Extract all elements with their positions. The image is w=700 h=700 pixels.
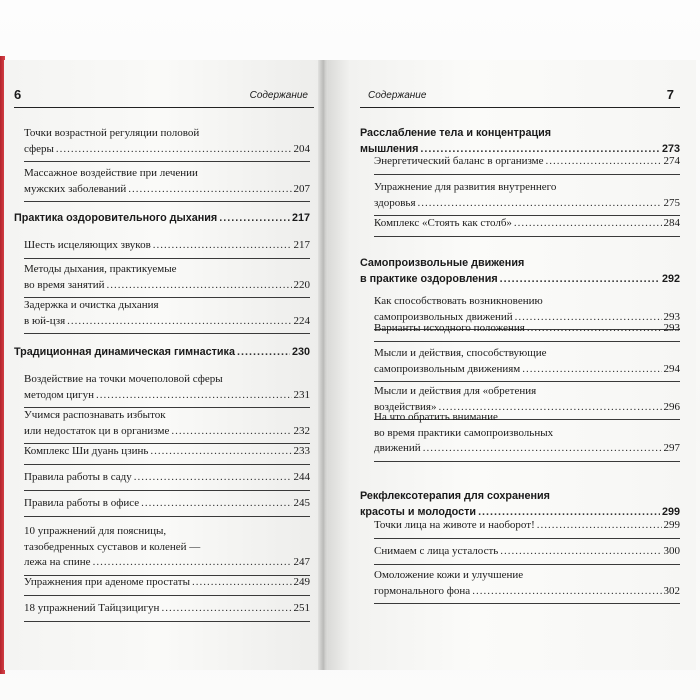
toc-page-number: 217 (293, 239, 310, 251)
right-page (328, 60, 696, 670)
toc-entry-title: красоты и молодости (360, 505, 477, 518)
toc-page-number: 204 (293, 142, 310, 155)
header-rule (360, 107, 680, 108)
toc-page-number: 293 (663, 310, 680, 323)
toc-entry-line (24, 372, 310, 388)
toc-entry-line (374, 294, 680, 310)
toc-page-number: 220 (293, 278, 310, 291)
toc-page-number: 297 (663, 442, 680, 454)
toc-entry-title: сферы (24, 142, 54, 155)
toc-entry-title: Шесть исцеляющих звуков (24, 239, 151, 251)
toc-entry-title: здоровья (374, 196, 416, 209)
toc-page-number: 275 (663, 196, 680, 209)
toc-entry (374, 346, 680, 382)
toc-entry-title: в юй-цзя (24, 314, 66, 327)
toc-entry-title: Учимся распознавать избыток (24, 409, 166, 421)
toc-leader-dots (500, 544, 661, 560)
toc-entry-title: Как способствовать возникновению (374, 295, 543, 307)
toc-section-entry (360, 256, 680, 290)
toc-entry-title: На что обратить внимание (374, 411, 498, 423)
toc-entry-title: Правила работы в офисе (24, 497, 140, 509)
header-rule (14, 107, 314, 108)
toc-entry-title: Методы дыхания, практикуемые (24, 263, 177, 275)
toc-leader-dots (192, 575, 292, 591)
toc-entry-line (24, 408, 310, 424)
toc-page-number: 273 (661, 142, 680, 155)
toc-entry-title: Воздействие на точки мочеполовой сферы (24, 373, 223, 385)
toc-page-number: 244 (293, 471, 310, 483)
toc-leader-dots (93, 555, 292, 571)
toc-entry-line (24, 524, 310, 540)
toc-page-number: 247 (293, 556, 310, 568)
toc-entry-line (24, 388, 310, 404)
toc-leader-dots (527, 321, 662, 337)
toc-entry-line (14, 211, 310, 227)
left-page-number: 6 (14, 87, 22, 102)
toc-page-number: 207 (293, 182, 310, 195)
toc-entry-line (374, 180, 680, 196)
toc-entry (374, 518, 680, 539)
toc-entry (374, 216, 680, 237)
left-header-title: Содержание (249, 90, 308, 101)
toc-entry-title: Комплекс Ши дуань цзинь (24, 445, 149, 457)
toc-entry (374, 544, 680, 565)
toc-entry-line (374, 584, 680, 600)
toc-entry-line (374, 346, 680, 362)
toc-entry-line (374, 544, 680, 560)
toc-page-number: 293 (663, 322, 680, 334)
toc-entry (374, 154, 680, 175)
right-page-header (360, 87, 680, 109)
toc-entry-title: во время занятий (24, 278, 105, 291)
toc-entry-line (374, 362, 680, 378)
toc-entry (24, 298, 310, 334)
toc-entry-line (24, 540, 310, 556)
toc-leader-dots (546, 154, 662, 170)
toc-leader-dots (472, 584, 661, 600)
toc-entry-title: Мысли и действия, способствующие (374, 347, 547, 359)
toc-entry-title: Точки лица на животе и наоборот! (374, 519, 535, 531)
toc-entry-title: самопроизвольных движений (374, 310, 513, 323)
toc-entry-title: Правила работы в саду (24, 471, 132, 483)
toc-entry-line (24, 555, 310, 571)
toc-page-number: 274 (663, 155, 680, 167)
left-page (4, 60, 320, 670)
toc-entry-line (14, 345, 310, 361)
toc-page-number: 233 (293, 445, 310, 457)
toc-entry-line (360, 126, 680, 142)
toc-page-number: 296 (663, 400, 680, 413)
left-page-header (14, 87, 314, 109)
toc-entry-title: Традиционная динамическая гимнастика (14, 346, 235, 358)
toc-leader-dots (219, 211, 290, 227)
toc-entry-line (360, 256, 680, 272)
toc-entry-line (24, 444, 310, 460)
toc-entry (374, 410, 680, 462)
toc-entry-title: воздействия» (374, 400, 437, 413)
toc-entry (24, 496, 310, 517)
toc-entry-title: Точки возрастной регуляции половой (24, 127, 200, 139)
toc-entry (24, 444, 310, 465)
toc-entry (24, 166, 310, 202)
toc-entry-line (374, 216, 680, 232)
toc-entry-line (374, 154, 680, 170)
right-header-title: Содержание (368, 90, 427, 101)
toc-entry-title: тазобедренных суставов и коленей — (24, 540, 201, 553)
toc-leader-dots (522, 362, 661, 378)
toc-entry-title: 10 упражнений для поясницы, (24, 525, 167, 537)
toc-entry-title: Варианты исходного положения (374, 322, 525, 334)
right-page-number: 7 (666, 87, 674, 102)
toc-entry (374, 568, 680, 604)
toc-entry-line (374, 384, 680, 400)
toc-entry (24, 601, 310, 622)
toc-leader-dots (141, 496, 291, 512)
toc-entry-line (374, 321, 680, 337)
toc-leader-dots (537, 518, 662, 534)
toc-page-number: 231 (293, 388, 310, 401)
toc-entry-line (374, 410, 680, 426)
toc-page-number: 232 (293, 424, 310, 437)
toc-leader-dots (67, 314, 291, 330)
toc-entry-title: Комплекс «Стоять как столб» (374, 217, 512, 229)
toc-entry-title: Рекфлексотерапия для сохранения (360, 490, 550, 502)
toc-entry-title: Задержка и очистка дыхания (24, 299, 159, 311)
toc-page-number: 292 (661, 272, 680, 285)
toc-entry-title: Упражнения при аденоме простаты (24, 576, 190, 588)
toc-entry-line (24, 424, 310, 440)
toc-entry-title: Омоложение кожи и улучшение (374, 569, 524, 581)
toc-page-number: 284 (663, 217, 680, 229)
toc-entry-line (24, 496, 310, 512)
toc-entry-title: Мысли и действия для «обретения (374, 385, 537, 397)
toc-page-number: 224 (293, 314, 310, 327)
toc-entry (24, 524, 310, 576)
toc-leader-dots (106, 278, 291, 294)
toc-entry-title: Снимаем с лица усталость (374, 545, 499, 557)
toc-entry (24, 238, 310, 259)
toc-entry-line (24, 278, 310, 294)
toc-entry-line (24, 262, 310, 278)
toc-entry-title: Упражнение для развития внутреннего (374, 181, 557, 193)
toc-entry-title: мужских заболеваний (24, 182, 127, 195)
toc-section-entry (14, 211, 310, 230)
toc-entry (24, 470, 310, 491)
toc-leader-dots (96, 388, 292, 404)
toc-entry-line (24, 142, 310, 158)
toc-entry-line (24, 470, 310, 486)
toc-entry-line (24, 126, 310, 142)
toc-entry-title: Массажное воздействие при лечении (24, 167, 198, 179)
toc-entry-line (24, 314, 310, 330)
toc-entry-title: Практика оздоровительного дыхания (14, 212, 218, 224)
toc-page-number: 302 (663, 584, 680, 597)
toc-page-number: 245 (293, 497, 310, 509)
toc-leader-dots (134, 470, 292, 486)
toc-entry (24, 372, 310, 408)
toc-entry-title: во время практики самопроизвольных (374, 426, 554, 439)
toc-entry-title: или недостаток ци в организме (24, 424, 170, 437)
toc-entry-title: движений (374, 442, 421, 454)
toc-page-number: 300 (663, 545, 680, 557)
toc-entry-title: гормонального фона (374, 584, 471, 597)
toc-entry-line (24, 298, 310, 314)
toc-entry-line (24, 182, 310, 198)
toc-page-number: 230 (291, 346, 310, 358)
toc-page-number: 299 (663, 519, 680, 531)
toc-page-number: 294 (663, 362, 680, 375)
toc-entry (24, 262, 310, 298)
toc-leader-dots (237, 345, 290, 361)
toc-entry-line (24, 238, 310, 254)
toc-page-number: 249 (293, 576, 310, 588)
toc-entry (24, 575, 310, 596)
toc-leader-dots (153, 238, 292, 254)
toc-entry-title: 18 упражнений Тайцзицигун (24, 602, 160, 614)
toc-entry (374, 180, 680, 216)
toc-entry-line (360, 489, 680, 505)
toc-page-number: 299 (661, 505, 680, 518)
toc-entry-title: Энергетический баланс в организме (374, 155, 544, 167)
toc-page-number: 217 (291, 212, 310, 224)
toc-entry-line (374, 518, 680, 534)
toc-entry-line (374, 568, 680, 584)
toc-entry-line (24, 575, 310, 591)
toc-entry-line (360, 272, 680, 288)
toc-entry-line (24, 601, 310, 617)
toc-entry-title: Самопроизвольные движения (360, 257, 525, 269)
toc-leader-dots (500, 272, 660, 288)
toc-entry-title: мышления (360, 142, 419, 155)
toc-entry (374, 321, 680, 342)
toc-entry-title: в практике оздоровления (360, 272, 498, 285)
toc-entry-line (374, 441, 680, 457)
toc-entry-title: лежа на спине (24, 556, 91, 568)
toc-leader-dots (171, 424, 291, 440)
toc-leader-dots (150, 444, 291, 460)
toc-leader-dots (56, 142, 292, 158)
toc-entry (24, 408, 310, 444)
toc-leader-dots (423, 441, 662, 457)
toc-entry-line (374, 196, 680, 212)
toc-leader-dots (514, 216, 662, 232)
toc-entry-line (374, 426, 680, 442)
toc-entry-title: Расслабление тела и концентрация (360, 127, 552, 139)
toc-leader-dots (418, 196, 662, 212)
toc-entry-line (24, 166, 310, 182)
toc-entry-title: самопроизвольным движениям (374, 362, 521, 375)
toc-entry-title: методом цигун (24, 388, 94, 401)
toc-leader-dots (128, 182, 291, 198)
toc-page-number: 251 (293, 602, 310, 614)
toc-section-entry (14, 345, 310, 364)
toc-entry (24, 126, 310, 162)
toc-leader-dots (161, 601, 291, 617)
